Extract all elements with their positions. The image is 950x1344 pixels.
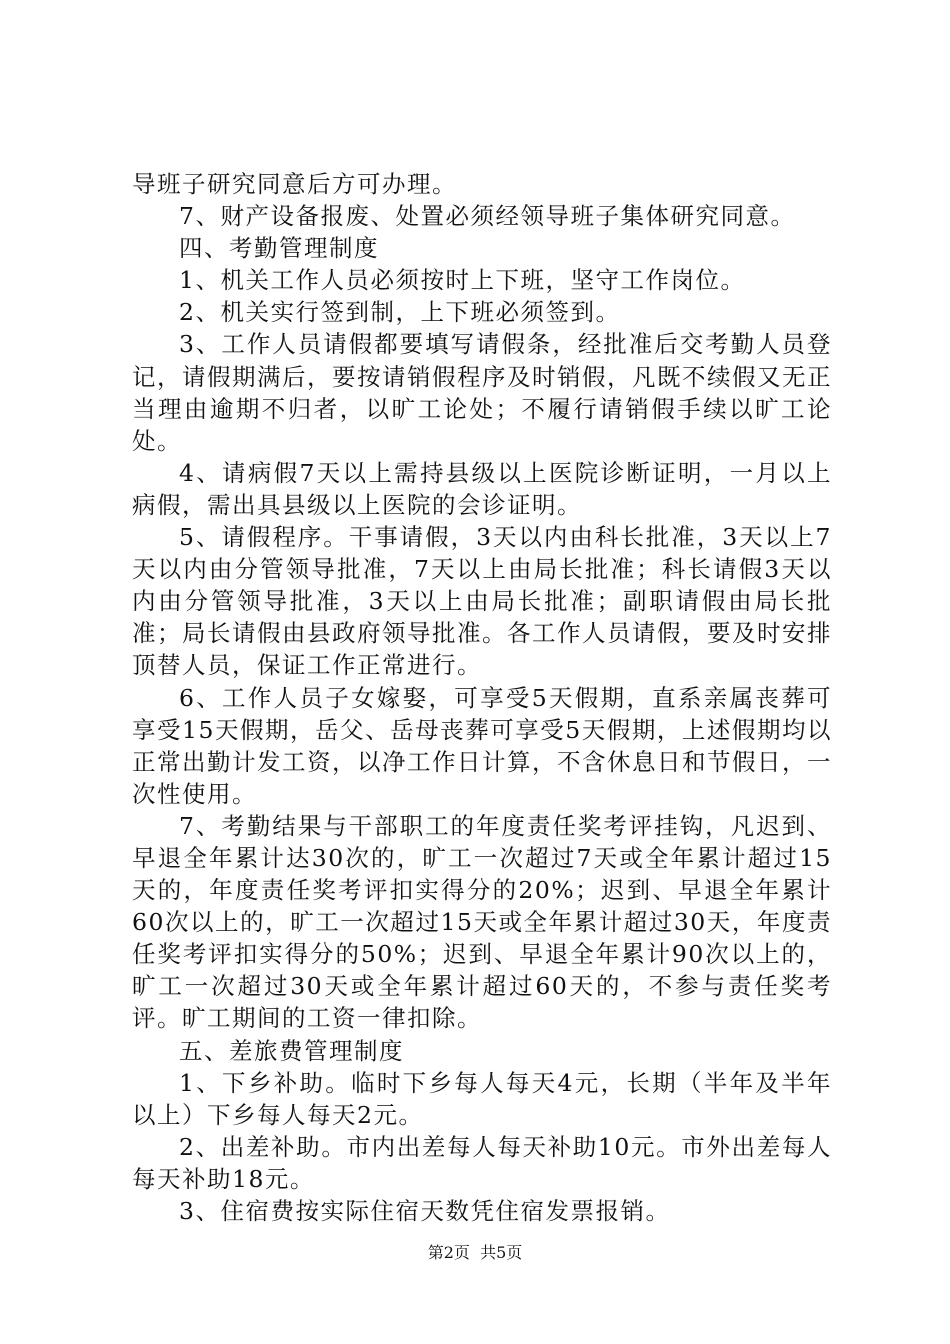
paragraph: 7、财产设备报废、处置必须经领导班子集体研究同意。 bbox=[179, 202, 796, 231]
paragraph: 导班子研究同意后方可办理。 bbox=[132, 170, 457, 198]
paragraph: 2、机关实行签到制，上下班必须签到。 bbox=[179, 298, 621, 327]
paragraph: 1、机关工作人员必须按时上下班，坚守工作岗位。 bbox=[179, 266, 746, 295]
section-heading: 四、考勤管理制度 bbox=[179, 234, 379, 263]
paragraph: 2、出差补助。市内出差每人每天补助10元。市外出差每人每天补助18元。 bbox=[132, 1132, 832, 1193]
page-footer bbox=[0, 1242, 950, 1264]
paragraph: 1、下乡补助。临时下乡每人每天4元，长期（半年及半年以上）下乡每人每天2元。 bbox=[132, 1068, 832, 1129]
paragraph: 6、工作人员子女嫁娶，可享受5天假期，直系亲属丧葬可享受15天假期，岳父、岳母丧葬可享受5天假期，上述假期均以正常出勤计发工资，以净工作日计算，不含休息日和节假日，一次性使用。 bbox=[132, 683, 832, 808]
paragraph: 3、住宿费按实际住宿天数凭住宿发票报销。 bbox=[179, 1197, 671, 1225]
section-heading: 五、差旅费管理制度 bbox=[179, 1036, 404, 1065]
page-number: 第2页 共5页 bbox=[427, 1243, 523, 1262]
paragraph: 4、请病假7天以上需持县级以上医院诊断证明，一月以上病假，需出具县级以上医院的会诊证明。 bbox=[132, 458, 832, 519]
paragraph: 7、考勤结果与干部职工的年度责任奖考评挂钩，凡迟到、早退全年累计达30次的，旷工一次超过7天或全年累计超过15天的，年度责任奖考评扣实得分的20%；迟到、早退全年累计60次以上的，旷工一次超过15天或全年累计超过30天，年度责任奖考评扣实得分的50%；迟到、早退全年累计90次以上的，旷工一次超过30天或全年累计超过60天的，不参与责任奖考评。旷工期间的工资一律扣除。 bbox=[132, 811, 832, 1033]
paragraph: 3、工作人员请假都要填写请假条，经批准后交考勤人员登记，请假期满后，要按请销假程序及时销假，凡既不续假又无正当理由逾期不归者，以旷工论处；不履行请销假手续以旷工论处。 bbox=[132, 330, 832, 455]
document-body bbox=[132, 168, 832, 1227]
paragraph: 5、请假程序。干事请假，3天以内由科长批准，3天以上7天以内由分管领导批准，7天以上由局长批准；科长请假3天以内由分管领导批准，3天以上由局长批准；副职请假由局长批准；局长请假由县政府领导批准。各工作人员请假，要及时安排顶替人员，保证工作正常进行。 bbox=[132, 523, 832, 680]
